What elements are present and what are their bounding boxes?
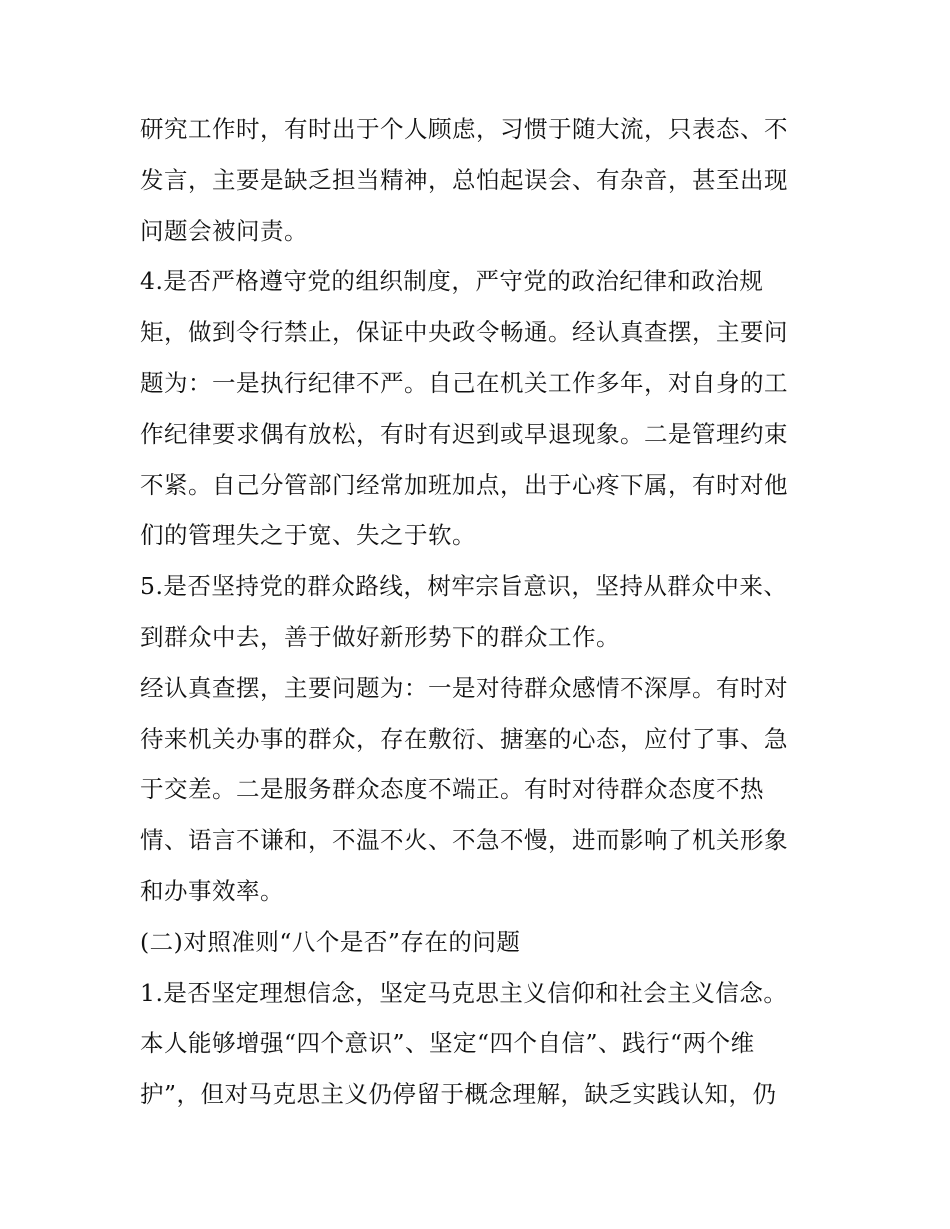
text-line: 发言，主要是缺乏担当精神，总怕起误会、有杂音，甚至出现: [140, 165, 788, 194]
text-line: 到群众中去，善于做好新形势下的群众工作。: [140, 622, 620, 651]
text-line: 矩，做到令行禁止，保证中央政令畅通。经认真查摆，主要问: [140, 318, 788, 347]
text-line: 情、语言不谦和，不温不火、不急不慢，进而影响了机关形象: [140, 826, 788, 855]
text-line: 护”，但对马克思主义仍停留于概念理解，缺乏实践认知，仍: [140, 1080, 777, 1109]
text-line: 作纪律要求偶有放松，有时有迟到或早退现象。二是管理约束: [140, 419, 788, 448]
text-line: 经认真查摆，主要问题为：一是对待群众感情不深厚。有时对: [140, 673, 788, 702]
text-line: 于交差。二是服务群众态度不端正。有时对待群众态度不热: [140, 775, 764, 804]
text-line: 待来机关办事的群众，存在敷衍、搪塞的心态，应付了事、急: [140, 724, 788, 753]
section-heading: (二)对照准则“八个是否”存在的问题: [140, 927, 521, 956]
text-line: 1.是否坚定理想信念，坚定马克思主义信仰和社会主义信念。: [140, 978, 788, 1007]
text-line: 研究工作时，有时出于个人顾虑，习惯于随大流，只表态、不: [140, 115, 788, 143]
text-line: 5.是否坚持党的群众路线，树牢宗旨意识，坚持从群众中来、: [140, 572, 788, 601]
text-line: 问题会被问责。: [140, 216, 308, 245]
text-line: 和办事效率。: [140, 876, 284, 905]
text-line: 题为：一是执行纪律不严。自己在机关工作多年，对自身的工: [140, 368, 788, 397]
text-line: 不紧。自己分管部门经常加班加点，出于心疼下属，有时对他: [140, 470, 788, 499]
document-body: [140, 104, 820, 1120]
text-line: 本人能够增强“四个意识”、坚定“四个自信”、践行“两个维: [140, 1029, 755, 1058]
text-line: 们的管理失之于宽、失之于软。: [140, 521, 476, 550]
text-line: 4.是否严格遵守党的组织制度，严守党的政治纪律和政治规: [140, 267, 764, 296]
